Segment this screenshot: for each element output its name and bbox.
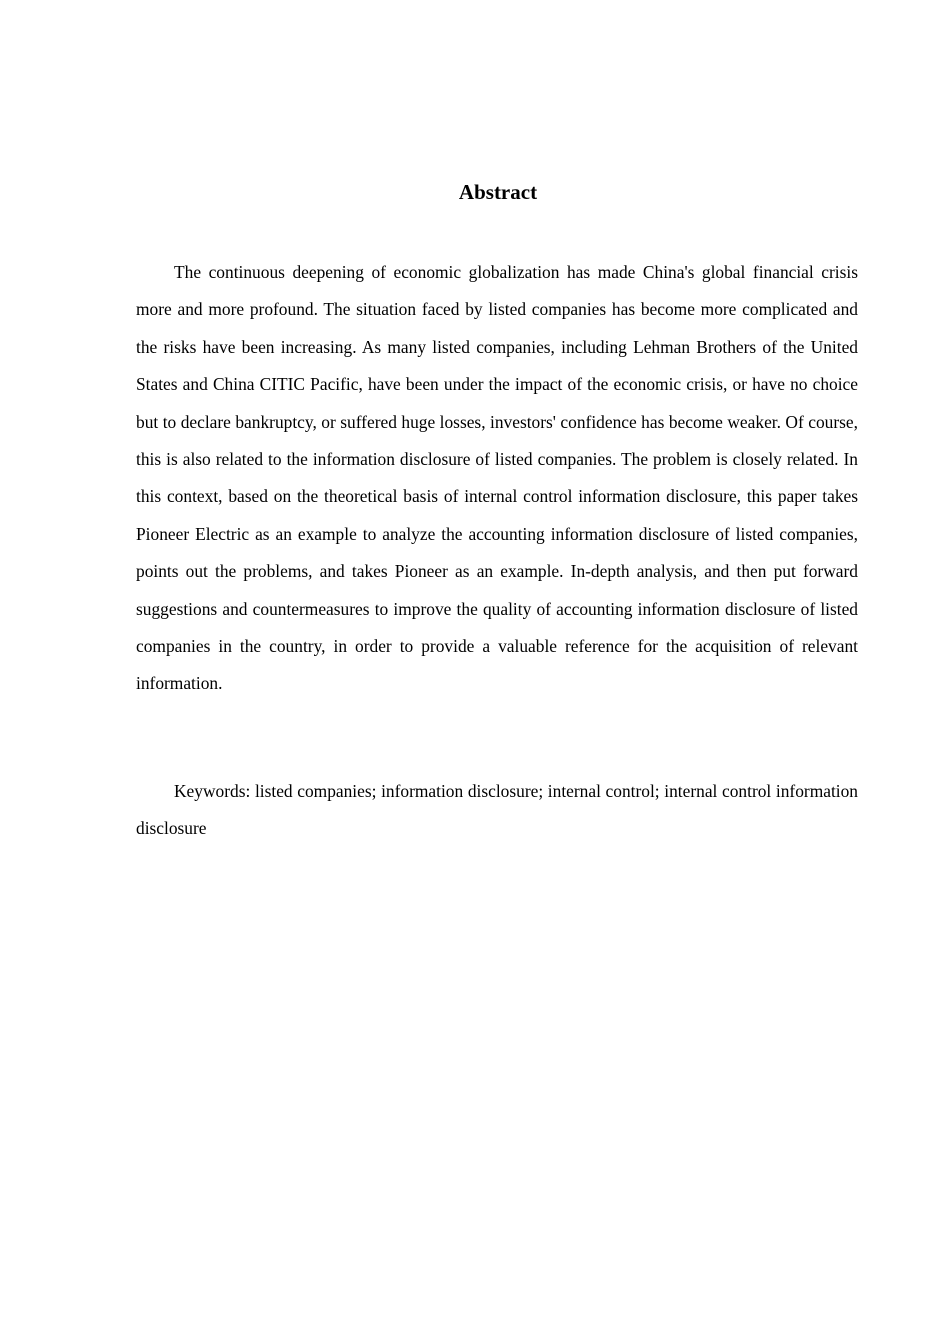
abstract-paragraph: The continuous deepening of economic globalization has made China's global financial crisis more and more profound. The situation faced by listed companies has become more complicated and the risks have been increasing. As many listed companies, including Lehman Brothers of the United States and China CITIC Pacific, have been under the impact of the economic crisis, or have no choice but to declare bankruptcy, or suffered huge losses, investors' confidence has become weaker. Of course, this is also related to the information disclosure of listed companies. The problem is closely related. In this context, based on the theoretical basis of internal control information disclosure, this paper takes Pioneer Electric as an example to analyze the accounting information disclosure of listed companies, points out the problems, and takes Pioneer as an example. In-depth analysis, and then put forward suggestions and countermeasures to improve the quality of accounting information disclosure of listed companies in the country, in order to provide a valuable reference for the acquisition of relevant information. xyxy=(136,262,858,694)
keywords-paragraph: Keywords: listed companies; information disclosure; internal control; internal control information disclosure xyxy=(136,781,858,839)
page-title: Abstract xyxy=(458,180,538,204)
